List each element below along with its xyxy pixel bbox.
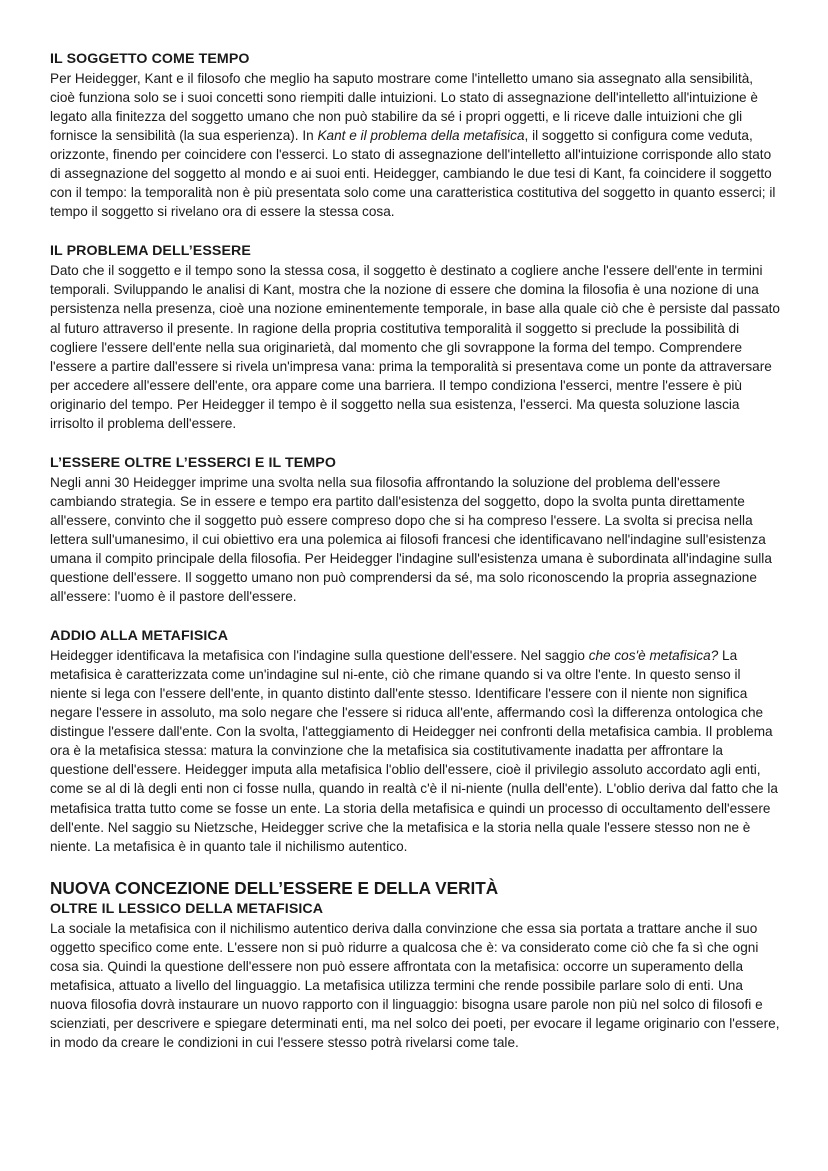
paragraph-text: La metafisica è caratterizzata come un'indagine sul ni-ente, ciò che rimane quando si va oltre l'ente. In questo senso il niente si lega con l'essere dell'ente, in quanto distinto dall'ente stesso. Identificare l'essere con il niente non significa negare l'essere in assoluto, ma solo negare che l'essere si riduca all'ente, affermando così la differenza ontologica che distingue l'essere dall'ente. Con la svolta, l'atteggiamento di Heidegger nei confronti della metafisica cambia. Il problema ora è la metafisica stessa: matura la convinzione che la metafisica sia costitutivamente inadatta per affrontare la questione dell'essere. Heidegger imputa alla metafisica l'oblio dell'essere, cioè il privilegio assoluto accordato agli enti, come se al di là degli enti non ci fosse nulla, quando in realtà c'è il ni-niente (nulla dell'ente). L'oblio deriva dal fatto che la metafisica tratta tutto come se fosse un ente. La storia della metafisica e quindi un processo di occultamento dell'essere dell'ente. Nel saggio su Nietzsche, Heidegger scrive che la metafisica e la storia nella quale l'essere stesso non ne è niente. La metafisica è in quanto tale il nichilismo autentico. <box>50 648 778 854</box>
section-addio-metafisica <box>50 627 780 856</box>
section-soggetto-come-tempo <box>50 50 780 221</box>
section-heading: L’ESSERE OLTRE L’ESSERCI E IL TEMPO <box>50 454 336 471</box>
section-heading: ADDIO ALLA METAFISICA <box>50 628 229 645</box>
essay-title-italic: che cos'è metafisica? <box>588 648 719 664</box>
book-title-italic: Kant e il problema della metafisica <box>317 128 525 144</box>
section-paragraph <box>50 261 780 432</box>
section-heading: IL SOGGETTO COME TEMPO <box>50 51 250 67</box>
section-problema-essere <box>50 242 780 432</box>
subsection-heading: OLTRE IL LESSICO DELLA METAFISICA <box>50 900 324 917</box>
paragraph-text: , il soggetto si configura come veduta, orizzonte, finendo per coincidere con l'esserci. Lo stato di assegnazione dell'intelletto all'intuizione corrisponde allo stato di assegnazione del soggetto al mondo e ai suoi enti. Heidegger, cambiando le due tesi di Kant, fa coincidere il soggetto con il tempo: la temporalità non è più presentata solo come una caratteristica costitutiva del soggetto in quanto esserci; il tempo il soggetto si rivelano ora di essere la stessa cosa. <box>50 128 776 220</box>
paragraph-text: Dato che il soggetto e il tempo sono la stessa cosa, il soggetto è destinato a cogliere anche l'essere dell'ente in termini temporali. Sviluppando le analisi di Kant, mostra che la nozione di essere che domina la filosofia è una nozione di una persistenza nella presenza, cioè una nozione eminentemente temporale, in base alla quale ciò che è persiste dal passato al futuro attraverso il presente. In ragione della propria costitutiva temporalità il soggetto si preclude la possibilità di cogliere l'essere dell'ente nella sua originarietà, dal momento che gli sovrappone la forma del tempo. Comprendere l'essere a partire dall'essere si rivela un'impresa vana: prima la temporalità si presentava come un ponte da attraversare per accedere all'essere dell'ente, ora appare come una barriera. Il tempo condiziona l'esserci, mentre l'essere è più originario del tempo. Per Heidegger il tempo è il soggetto nella sua esistenza, l'esserci. Ma questa soluzione lascia irrisolto il problema dell'essere. <box>50 263 780 431</box>
section-paragraph <box>50 69 780 221</box>
chapter-nuova-concezione <box>50 877 780 1052</box>
section-heading: IL PROBLEMA DELL’ESSERE <box>50 243 251 260</box>
section-paragraph <box>50 646 780 856</box>
section-essere-oltre-esserci <box>50 454 780 606</box>
paragraph-text: Heidegger identificava la metafisica con l'indagine sulla questione dell'essere. Nel saggio <box>50 648 589 664</box>
paragraph-text: Negli anni 30 Heidegger imprime una svolta nella sua filosofia affrontando la soluzione del problema dell'essere cambiando strategia. Se in essere e tempo era partito dall'esistenza del soggetto, dopo la svolta punta direttamente all'essere, convinto che il soggetto può essere compreso dopo che si ha compreso l'essere. La svolta si precisa nella lettera sull'umanesimo, il cui obiettivo era una polemica ai filosofi francesi che identificavano nell'indagine sull'esistenza umana il compito principale della filosofia. Per Heidegger l'indagine sull'esistenza umana è subordinata all'indagine sulla questione dell'essere. Il soggetto umano non può comprendersi da sé, ma solo riconoscendo la propria assegnazione all'essere: l'uomo è il pastore dell'essere. <box>50 474 772 605</box>
chapter-title: NUOVA CONCEZIONE DELL’ESSERE E DELLA VERITÀ <box>50 877 499 898</box>
paragraph-text: Per Heidegger, Kant e il filosofo che meglio ha saputo mostrare come l'intelletto umano sia assegnato alla sensibilità, cioè funziona solo se i suoi concetti sono riempiti dalle intuizioni. Lo stato di assegnazione dell'intelletto all'intuizione è legato alla finitezza del soggetto umano che non può stabilire da sé i propri oggetti, e li riceve dalle intuizioni che gli fornisce la sensibilità (la sua esperienza). In <box>50 71 758 144</box>
section-paragraph <box>50 473 780 606</box>
section-paragraph: La sociale la metafisica con il nichilismo autentico deriva dalla convinzione che essa sia portata a trattare anche il suo oggetto specifico come ente. L'essere non si può ridurre a qualcosa che è: va considerato come ciò che fa sì che ogni cosa sia. Quindi la questione dell'essere non può essere affrontata con la metafisica: occorre un superamento della metafisica, attuato a livello del linguaggio. La metafisica utilizza termini che rende possibile parlare solo di enti. Una nuova filosofia dovrà instaurare un nuovo rapporto con il linguaggio: bisogna usare parole non più nel solco di filosofi e scienziati, per descrivere e spiegare determinati enti, ma nel solco dei poeti, per evocare il legame originario con l'essere, in modo da creare le condizioni in cui l'essere stesso potrà rivelarsi come tale. <box>50 920 780 1050</box>
